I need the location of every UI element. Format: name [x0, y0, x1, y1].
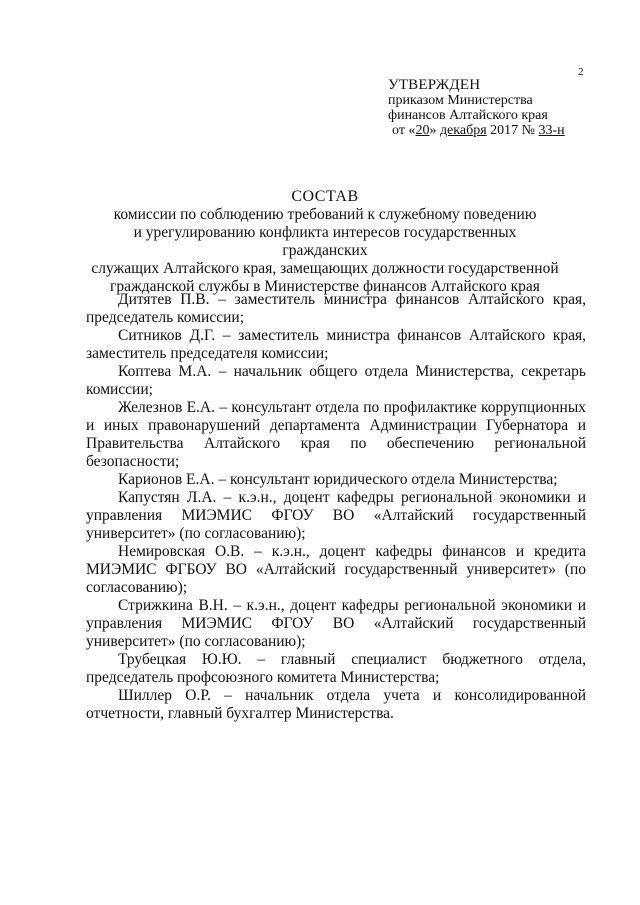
- member-item: Стрижкина В.Н. – к.э.н., доцент кафедры региональной экономики и управления МИЭМИС ФГОУ ВО «Алтайский государственный университет» (по согласованию);: [86, 597, 586, 650]
- approval-stamp: [388, 78, 565, 138]
- approval-line-2: финансов Алтайского края: [388, 108, 548, 123]
- approval-year: 2017 №: [486, 123, 539, 138]
- member-item: Железнов Е.А. – консультант отдела по профилактике коррупционных и иных правонарушений департамента Администрации Губернатора и Правительства Алтайского края по обеспечению региональной безопасности;: [86, 399, 586, 470]
- member-item: Ситников Д.Г. – заместитель министра финансов Алтайского края, заместитель председателя комиссии;: [86, 327, 586, 362]
- member-item: Коптева М.А. – начальник общего отдела Министерства, секретарь комиссии;: [86, 363, 586, 398]
- approval-date-mid: »: [429, 123, 440, 138]
- approval-date-line: [388, 123, 565, 138]
- approval-line-1: приказом Министерства: [388, 93, 533, 108]
- member-item: Карионов Е.А. – консультант юридического отдела Министерства;: [118, 471, 558, 488]
- approval-day: 20: [415, 123, 430, 138]
- member-item: Шиллер О.Р. – начальник отдела учета и консолидированной отчетности, главный бухгалтер Министерства.: [86, 687, 586, 722]
- member-item: Капустян Л.А. – к.э.н., доцент кафедры региональной экономики и управления МИЭМИС ФГОУ ВО «Алтайский государственный университет» (по согласованию);: [86, 489, 586, 542]
- approval-month: декабря: [439, 123, 487, 138]
- document-heading: [90, 188, 560, 296]
- heading-line-3: служащих Алтайского края, замещающих должности государственной: [91, 260, 559, 277]
- approval-date-prefix: от «: [392, 123, 416, 138]
- approval-number: 33-н: [538, 123, 565, 138]
- member-item: Трубецкая Ю.Ю. – главный специалист бюджетного отдела, председатель профсоюзного комитета Министерства;: [86, 651, 586, 686]
- heading-title: СОСТАВ: [291, 188, 359, 205]
- member-item: Немировская О.В. – к.э.н., доцент кафедры финансов и кредита МИЭМИС ФГБОУ ВО «Алтайский государственный университет» (по согласованию);: [86, 543, 586, 596]
- approval-title: УТВЕРЖДЕН: [388, 77, 481, 93]
- heading-line-2: и урегулированию конфликта интересов государственных гражданских: [133, 224, 517, 259]
- heading-line-1: комиссии по соблюдению требований к служебному поведению: [113, 206, 537, 223]
- member-list: [86, 291, 586, 723]
- member-item: Дитятев П.В. – заместитель министра финансов Алтайского края, председатель комиссии;: [86, 291, 586, 326]
- heading-line-4: гражданской службы в Министерстве финансов Алтайского края: [110, 278, 540, 295]
- page-number: 2: [578, 66, 584, 78]
